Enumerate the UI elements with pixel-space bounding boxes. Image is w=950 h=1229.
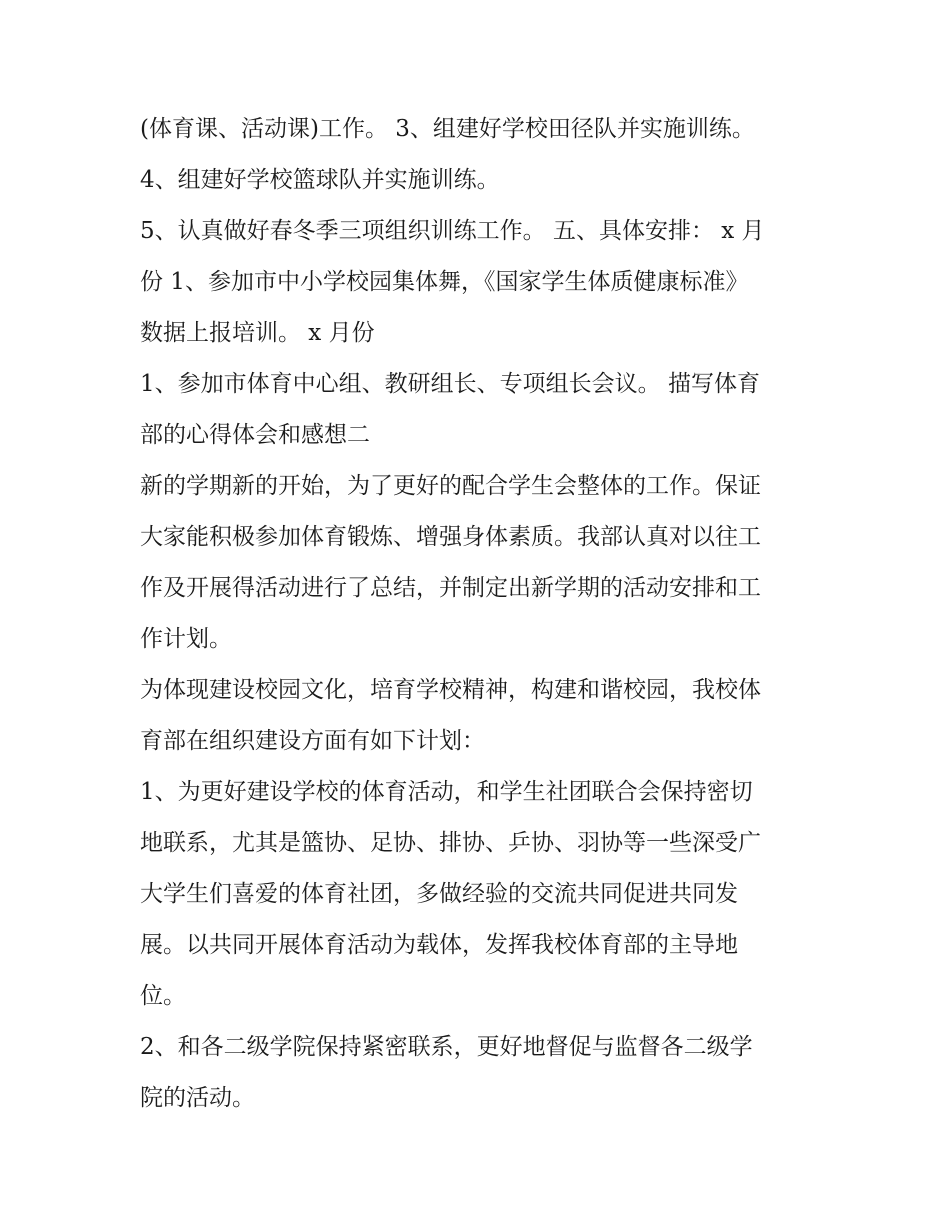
- text-line: 部的心得体会和感想二: [140, 422, 370, 448]
- text-line: 育部在组织建设方面有如下计划：: [140, 728, 485, 754]
- text-line: 为体现建设校园文化，培育学校精神，构建和谐校园，我校体: [140, 677, 761, 703]
- text-line: 份 1、参加市中小学校园集体舞，《国家学生体质健康标准》: [140, 269, 749, 295]
- text-line: 地联系，尤其是篮协、足协、排协、乒协、羽协等一些深受广: [140, 830, 761, 856]
- text-line: 新的学期新的开始，为了更好的配合学生会整体的工作。保证: [140, 473, 761, 499]
- text-line: 5、认真做好春冬季三项组织训练工作。 五、具体安排： x 月: [140, 218, 765, 244]
- document-body: [140, 104, 815, 1124]
- text-line: 作及开展得活动进行了总结，并制定出新学期的活动安排和工: [140, 575, 761, 601]
- text-line: 位。: [140, 983, 186, 1009]
- text-line: (体育课、活动课)工作。 3、组建好学校田径队并实施训练。: [140, 116, 755, 142]
- text-line: 1、为更好建设学校的体育活动，和学生社团联合会保持密切: [140, 779, 753, 805]
- text-line: 4、组建好学校篮球队并实施训练。: [140, 167, 500, 193]
- text-line: 院的活动。: [140, 1085, 255, 1111]
- text-line: 大学生们喜爱的体育社团，多做经验的交流共同促进共同发: [140, 881, 738, 907]
- text-line: 大家能积极参加体育锻炼、增强身体素质。我部认真对以往工: [140, 524, 761, 550]
- text-line: 2、和各二级学院保持紧密联系，更好地督促与监督各二级学: [140, 1034, 753, 1060]
- text-line: 1、参加市体育中心组、教研组长、专项组长会议。 描写体育: [140, 371, 760, 397]
- text-line: 展。以共同开展体育活动为载体，发挥我校体育部的主导地: [140, 932, 738, 958]
- text-line: 数据上报培训。 x 月份: [140, 320, 375, 346]
- text-line: 作计划。: [140, 626, 232, 652]
